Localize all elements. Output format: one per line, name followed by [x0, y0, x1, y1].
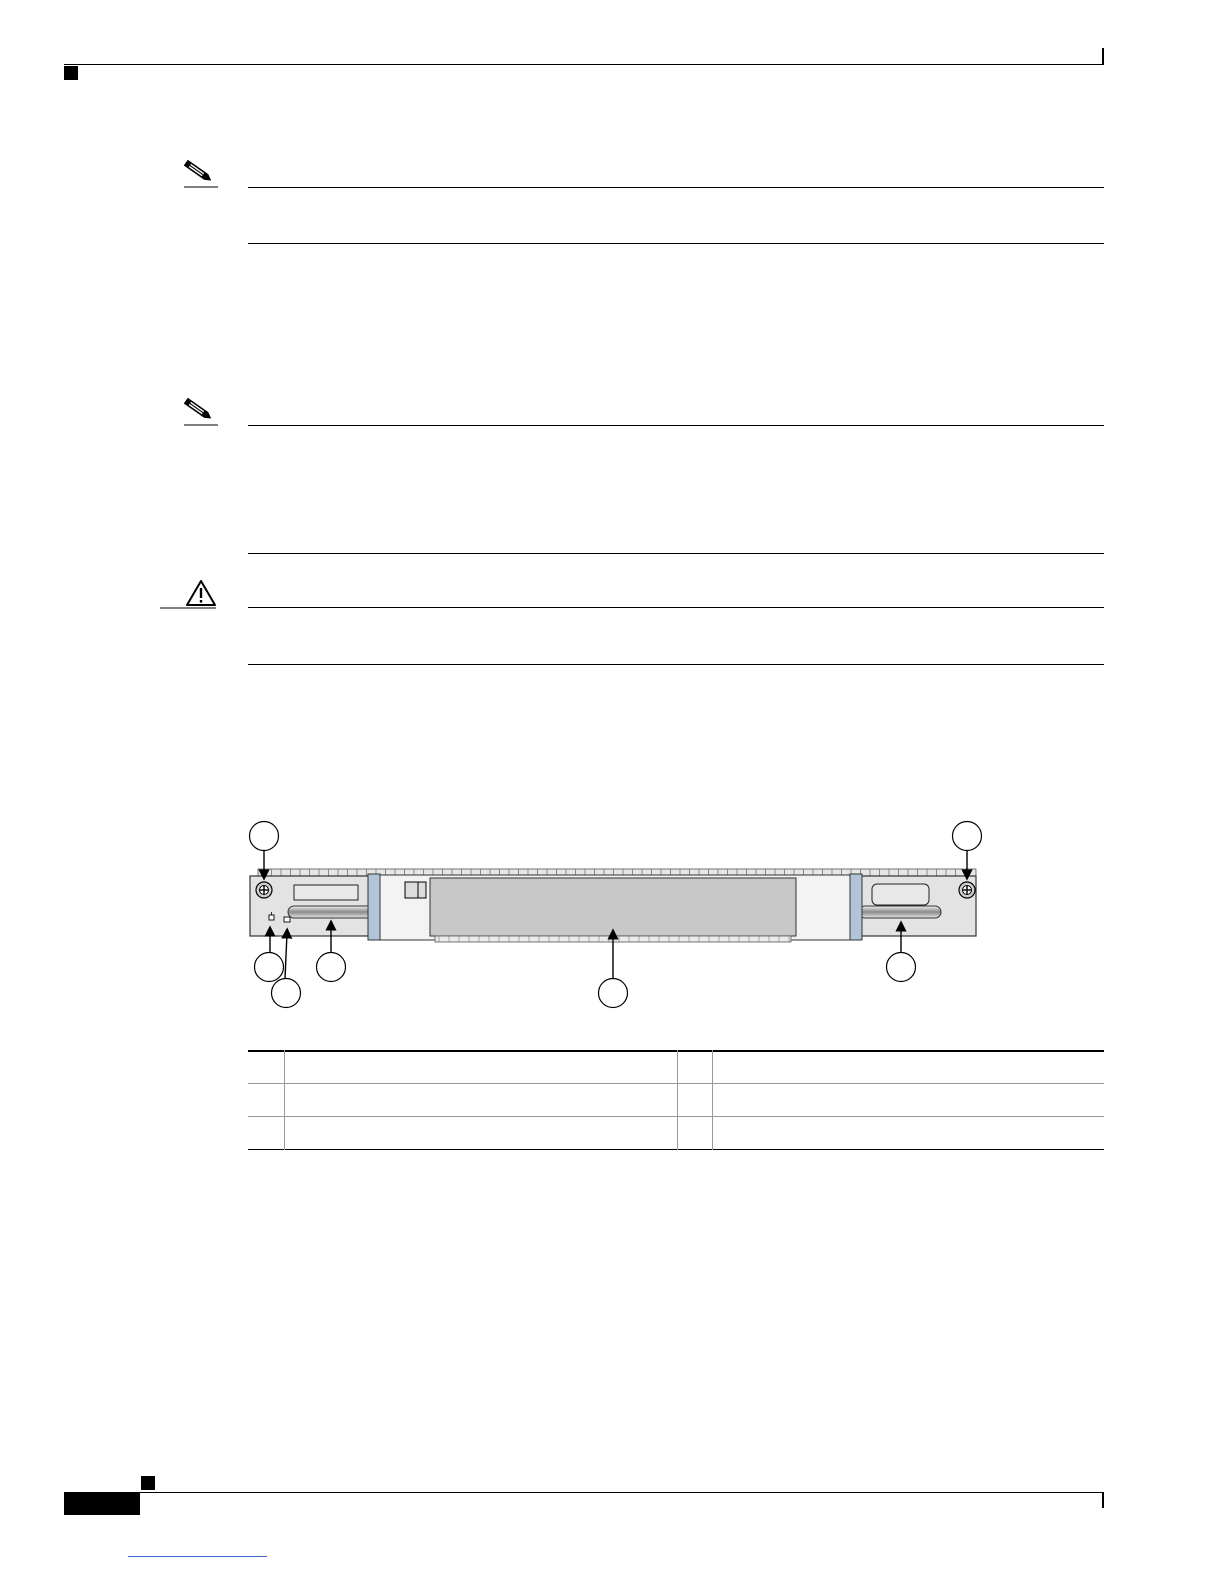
- caution-block: [160, 578, 1110, 668]
- callout-circle: [887, 953, 916, 982]
- note-rule-bottom: [248, 553, 1104, 554]
- label-window-right: [872, 884, 929, 905]
- page-number-tab: [64, 1493, 140, 1515]
- page-header: [0, 0, 1224, 80]
- callout-circle: [272, 979, 301, 1008]
- note-block: [180, 398, 1110, 558]
- caution-rule-bottom: [248, 664, 1104, 665]
- footer-link-underline[interactable]: [128, 1556, 267, 1557]
- header-marker: [64, 66, 78, 80]
- callout-circle: [953, 822, 982, 851]
- header-rule: [64, 64, 1104, 65]
- pencil-icon: [182, 160, 218, 188]
- note-rule-top: [248, 187, 1104, 188]
- captive-screw-right-icon[interactable]: [959, 882, 975, 898]
- table-rule-top: [248, 1050, 1104, 1052]
- captive-screw-left-icon[interactable]: [256, 882, 272, 898]
- page-footer: [0, 1470, 1224, 1584]
- warning-triangle-icon: [160, 578, 220, 610]
- caution-rule-top: [248, 607, 1104, 608]
- shared-port-adapter: [430, 878, 796, 936]
- note-rule-bottom: [248, 243, 1104, 244]
- table-row-divider: [248, 1083, 1104, 1084]
- table-column-divider: [712, 1050, 713, 1150]
- carrier-rail-left: [368, 874, 380, 940]
- legend-table: [248, 1050, 1104, 1151]
- callout-circle: [255, 953, 284, 982]
- note-block: [180, 160, 1110, 250]
- footer-marker: [141, 1476, 155, 1490]
- pencil-icon: [182, 398, 218, 426]
- table-row-divider: [248, 1116, 1104, 1117]
- carrier-latch[interactable]: [405, 882, 426, 898]
- callout-circle: [317, 953, 346, 982]
- callout-circle: [250, 822, 279, 851]
- footer-rule: [64, 1492, 1104, 1493]
- note-rule-top: [248, 425, 1104, 426]
- ejector-handle-left[interactable]: [288, 906, 380, 918]
- header-tick: [1102, 48, 1104, 64]
- ejector-handle-right[interactable]: [859, 906, 941, 918]
- table-rule-bottom: [248, 1149, 1104, 1150]
- callout-circle: [599, 979, 628, 1008]
- label-window-left: [294, 885, 358, 900]
- footer-tick: [1102, 1492, 1104, 1508]
- alarm-led-icon: [284, 917, 290, 922]
- table-column-divider: [677, 1050, 678, 1150]
- table-column-divider: [284, 1050, 285, 1150]
- line-card-figure: [240, 815, 1000, 1015]
- carrier-rail-right: [850, 874, 862, 940]
